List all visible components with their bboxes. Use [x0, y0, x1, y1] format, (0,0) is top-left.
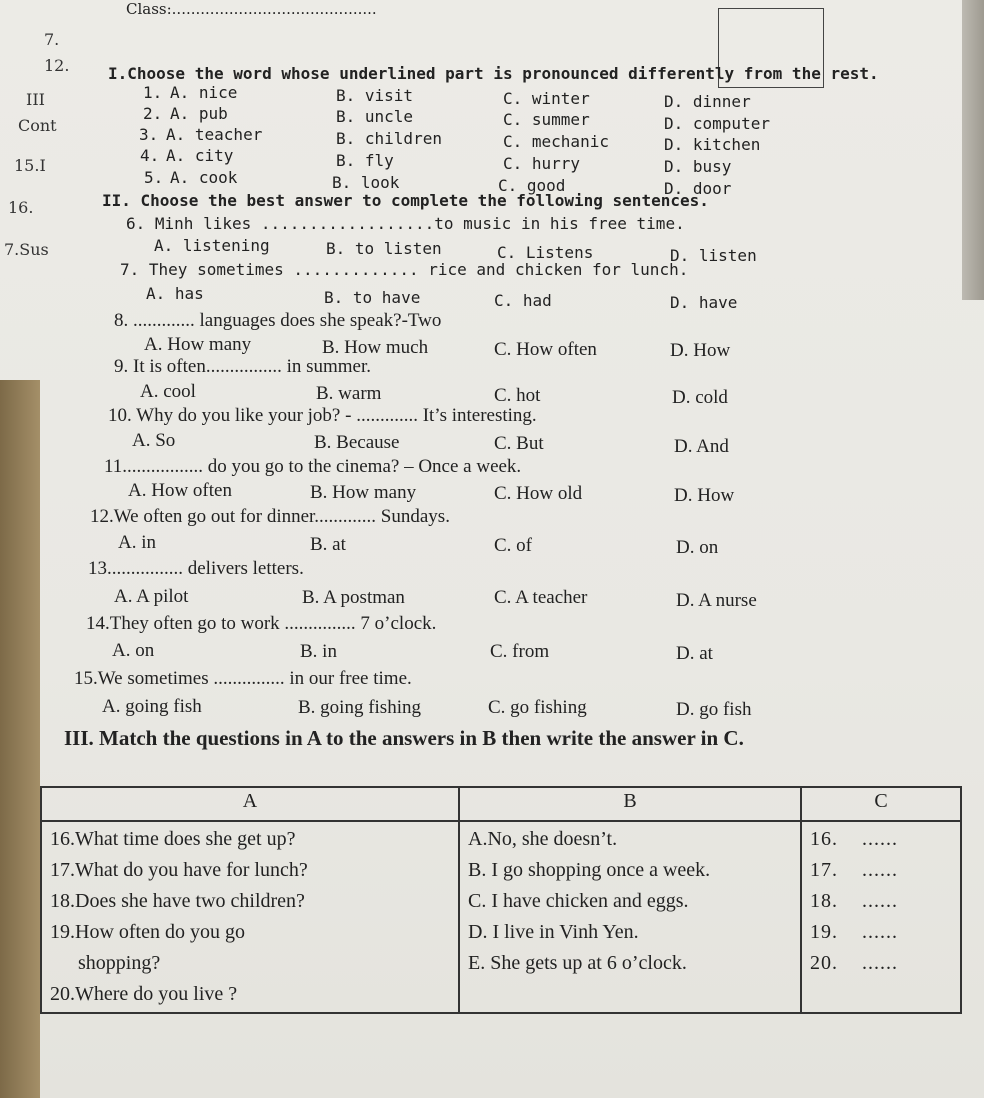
- section-1-title: I.Choose the word whose underlined part is pronounced differently from the rest.: [108, 64, 879, 83]
- option-a: A. going fish: [102, 696, 202, 717]
- side-number: 15.I: [14, 156, 46, 175]
- option-d: D. door: [664, 179, 732, 198]
- background-edge-right: [962, 0, 984, 300]
- option-b: B. Because: [314, 432, 400, 453]
- option-d: D. cold: [672, 387, 728, 408]
- row-number: 1.: [143, 83, 163, 102]
- question-20: 20.Where do you live ?: [50, 983, 238, 1005]
- question-17: 17.What do you have for lunch?: [50, 859, 308, 881]
- option-d: D. A nurse: [676, 590, 757, 611]
- answer-d: D. I live in Vinh Yen.: [468, 921, 639, 943]
- option-c: C. had: [494, 291, 552, 310]
- option-c: C. good: [498, 176, 566, 195]
- option-c: C. of: [494, 535, 532, 556]
- row-number: 2.: [143, 104, 163, 123]
- option-b: B. to listen: [326, 239, 442, 258]
- question-text: 12.We often go out for dinner............. Sundays.: [90, 506, 450, 527]
- side-number: 7.Sus: [4, 240, 49, 259]
- question-19: 19.How often do you go: [50, 921, 245, 943]
- option-a: A. How often: [128, 480, 232, 501]
- option-a: A. teacher: [166, 125, 263, 144]
- answer-a: A.No, she doesn’t.: [468, 828, 618, 850]
- desk-edge: [0, 380, 40, 1098]
- option-d: D. How: [670, 340, 731, 361]
- option-d: D. computer: [664, 114, 770, 133]
- column-a-cell: [41, 821, 459, 1013]
- answer-blank-17[interactable]: 17. ......: [810, 859, 898, 881]
- option-d: D. busy: [664, 157, 732, 176]
- section-2-title: II. Choose the best answer to complete the following sentences.: [102, 191, 709, 210]
- option-a: A. on: [112, 640, 155, 661]
- option-a: A. in: [118, 532, 156, 553]
- option-b: B. look: [332, 173, 400, 192]
- option-d: D. listen: [670, 246, 757, 265]
- column-header-a: A: [41, 787, 459, 821]
- row-number: 4.: [140, 146, 160, 165]
- option-c: C. mechanic: [503, 132, 609, 151]
- option-b: B. uncle: [336, 107, 414, 126]
- option-c: C. summer: [503, 110, 590, 129]
- question-text: 14.They often go to work ............... 7 o’clock.: [86, 613, 437, 634]
- option-d: D. And: [674, 436, 729, 457]
- option-a: A. listening: [154, 236, 270, 255]
- side-number: 16.: [8, 198, 34, 217]
- question-text: 15.We sometimes ............... in our free time.: [74, 668, 412, 689]
- answer-blank-20[interactable]: 20. ......: [810, 952, 898, 974]
- row-number: 5.: [144, 168, 164, 187]
- question-text: 8. ............. languages does she speak?-Two: [114, 310, 442, 331]
- side-number: III: [26, 90, 45, 109]
- column-header-b: B: [459, 787, 801, 821]
- option-b: B. A postman: [302, 587, 405, 608]
- option-d: D. dinner: [664, 92, 751, 111]
- answer-c: C. I have chicken and eggs.: [468, 890, 689, 912]
- option-a: A. cool: [140, 381, 196, 402]
- option-b: B. fly: [336, 151, 394, 170]
- question-16: 16.What time does she get up?: [50, 828, 296, 850]
- option-c: C. hot: [494, 385, 541, 406]
- option-c: C. go fishing: [488, 697, 587, 718]
- option-c: C. hurry: [503, 154, 581, 173]
- column-c-cell: [801, 821, 961, 1013]
- question-text: 9. It is often................ in summer.: [114, 356, 372, 377]
- question-text: 13................ delivers letters.: [88, 558, 304, 579]
- answer-e: E. She gets up at 6 o’clock.: [468, 952, 687, 974]
- table-row: [41, 821, 961, 1013]
- option-b: B. visit: [336, 86, 414, 105]
- option-c: C. But: [494, 433, 544, 454]
- option-d: D. have: [670, 293, 738, 312]
- option-b: B. How many: [310, 482, 417, 503]
- option-d: D. How: [674, 485, 735, 506]
- option-b: B. children: [336, 129, 442, 148]
- answer-blank-18[interactable]: 18. ......: [810, 890, 898, 912]
- option-b: B. at: [310, 534, 346, 555]
- question-19-cont: shopping?: [78, 952, 161, 974]
- matching-table: [40, 786, 962, 1014]
- row-number: 3.: [139, 125, 159, 144]
- column-b-cell: [459, 821, 801, 1013]
- table-header-row: [41, 787, 961, 821]
- option-c: C. Listens: [497, 243, 594, 262]
- option-b: B. to have: [324, 288, 421, 307]
- question-text: 10. Why do you like your job? - ............. It’s interesting.: [108, 405, 537, 426]
- section-3-title: III. Match the questions in A to the answers in B then write the answer in C.: [64, 726, 744, 750]
- answer-b: B. I go shopping once a week.: [468, 859, 711, 881]
- option-b: B. warm: [316, 383, 382, 404]
- option-a: A. cook: [170, 168, 238, 187]
- option-c: C. A teacher: [494, 587, 588, 608]
- option-b: B. How much: [322, 337, 429, 358]
- option-d: D. on: [676, 537, 719, 558]
- option-a: A. A pilot: [114, 586, 189, 607]
- side-number: 12.: [44, 56, 70, 75]
- side-number: Cont: [18, 116, 57, 135]
- side-number: 7.: [44, 30, 60, 49]
- option-c: C. How old: [494, 483, 583, 504]
- column-header-c: C: [801, 787, 961, 821]
- question-text: 7. They sometimes ............. rice and chicken for lunch.: [120, 260, 689, 279]
- answer-blank-16[interactable]: 16. ......: [810, 828, 898, 850]
- answer-blank-19[interactable]: 19. ......: [810, 921, 898, 943]
- option-c: C. How often: [494, 339, 597, 360]
- question-text: 11................. do you go to the cinema? – Once a week.: [104, 456, 522, 477]
- option-b: B. going fishing: [298, 697, 421, 718]
- question-text: 6. Minh likes ..................to music in his free time.: [126, 214, 685, 233]
- option-d: D. go fish: [676, 699, 752, 720]
- option-a: A. How many: [144, 334, 252, 355]
- option-a: A. So: [132, 430, 176, 451]
- option-a: A. pub: [170, 104, 228, 123]
- option-b: B. in: [300, 641, 337, 662]
- option-c: C. winter: [503, 89, 590, 108]
- option-a: A. has: [146, 284, 204, 303]
- option-a: A. city: [166, 146, 234, 165]
- question-18: 18.Does she have two children?: [50, 890, 305, 912]
- option-d: D. kitchen: [664, 135, 761, 154]
- option-a: A. nice: [170, 83, 238, 102]
- option-d: D. at: [676, 643, 713, 664]
- class-label: Class:...........................................: [126, 0, 377, 18]
- option-c: C. from: [490, 641, 550, 662]
